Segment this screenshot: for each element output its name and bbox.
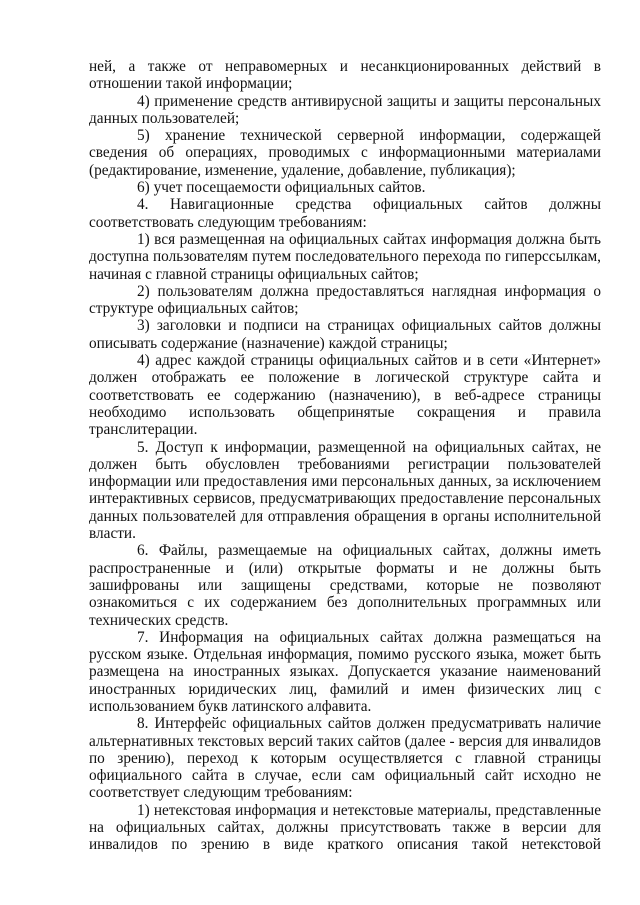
paragraph-section-8-interface: 8. Интерфейс официальных сайтов должен предусматривать наличие альтернативных текстовых версий таких сайтов (далее - версия для инвалидов по зрению), переход к которым осуществляется с главной страницы официального сайта в случае, если сам официальный сайт исходно не соответствует следующим требованиям: [89, 715, 601, 802]
paragraph-section-5-access: 5. Доступ к информации, размещенной на официальных сайтах, не должен быть обусловлен требованиями регистрации пользователей информации или предоставления ими персональных данных, за исключением интерактивных сервисов, предусматривающих предоставление персональных данных пользователей для отправления обращения в органы исполнительной власти. [89, 438, 601, 543]
paragraph-continuation: ней, а также от неправомерных и несанкционированных действий в отношении такой информации; [89, 58, 601, 93]
document-body [89, 58, 601, 854]
paragraph-item-4-antivirus: 4) применение средств антивирусной защиты и защиты персональных данных пользователей; [89, 92, 601, 127]
paragraph-item-5-server-info: 5) хранение технической серверной информации, содержащей сведения об операциях, проводимых с информационными материалами (редактирование, изменение, удаление, добавление, публикация); [89, 127, 601, 179]
paragraph-section-4-navigation: 4. Навигационные средства официальных сайтов должны соответствовать следующим требованиям: [89, 196, 601, 231]
paragraph-item-6-attendance: 6) учет посещаемости официальных сайтов. [137, 179, 426, 197]
paragraph-nav-item-1: 1) вся размещенная на официальных сайтах информация должна быть доступна пользователям путем последовательного перехода по гиперссылкам, начиная с главной страницы официальных сайтов; [89, 230, 601, 283]
paragraph-section-6-files: 6. Файлы, размещаемые на официальных сайтах, должны иметь распространенные и (или) открытые форматы и не должны быть зашифрованы или защищены средствами, которые не позволяют ознакомиться с их содержанием без дополнительных программных или технических средств. [89, 542, 601, 629]
paragraph-accessibility-item-1: 1) нетекстовая информация и нетекстовые материалы, представленные на официальных сайтах, должны присутствовать также в версии для инвалидов по зрению в виде краткого описания такой нетекстовой [89, 801, 601, 854]
paragraph-section-7-language: 7. Информация на официальных сайтах должна размещаться на русском языке. Отдельная информация, помимо русского языка, может быть размещена на иностранных языках. Допускается указание наименований иностранных юридических лиц, фамилий и имен физических лиц с использованием букв латинского алфавита. [89, 628, 601, 715]
paragraph-nav-item-3: 3) заголовки и подписи на страницах официальных сайтов должны описывать содержание (назначение) каждой страницы; [89, 317, 601, 352]
paragraph-nav-item-4: 4) адрес каждой страницы официальных сайтов и в сети «Интернет» должен отображать ее положение в логической структуре сайта и соответствовать ее содержанию (назначению), в веб-адресе страницы необходимо использовать общепринятые сокращения и правила транслитерации. [89, 352, 601, 439]
paragraph-nav-item-2: 2) пользователям должна предоставляться наглядная информация о структуре официальных сайтов; [89, 282, 601, 318]
